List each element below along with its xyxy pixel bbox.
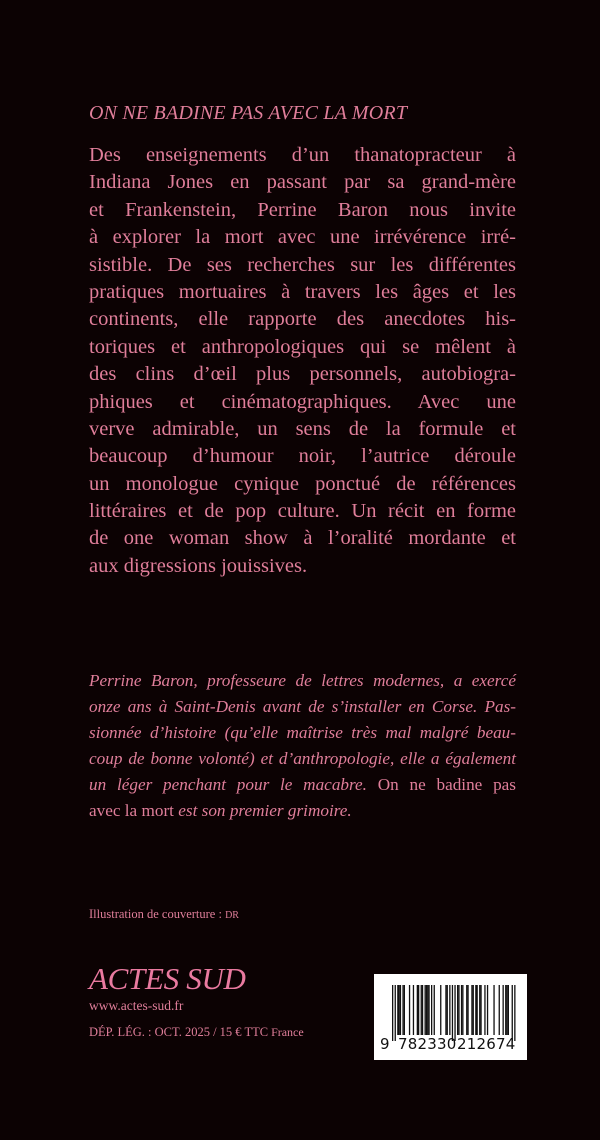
author-bio: [89, 668, 516, 824]
barcode-right-group: 212674: [457, 1035, 516, 1053]
bio-italic-segment: un léger penchant pour le macabre.: [89, 775, 367, 794]
publisher-website: www.actes-sud.fr: [89, 998, 184, 1013]
blurb-line: à explorer la mort avec une irrévérence irré-: [89, 226, 516, 249]
bio-line: [89, 798, 516, 824]
blurb-line: aux digressions jouissives.: [89, 554, 308, 577]
credit-value: DR: [225, 910, 239, 921]
bio-line: [89, 772, 516, 798]
barcode-first-digit: 9: [380, 1035, 390, 1053]
blurb-line: verve admirable, un sens de la formule et: [89, 417, 516, 440]
blurb-line: de one woman show à l’oralité mordante et: [89, 527, 516, 550]
bio-italic-segment: est son premier grimoire.: [173, 801, 352, 820]
bio-line: onze ans à Saint-Denis avant de s’installer en Corse. Pas-: [89, 697, 516, 716]
barcode-bars-icon: [374, 974, 527, 1060]
isbn-barcode: [374, 974, 527, 1060]
blurb-line: beaucoup d’humour noir, l’autrice déroule: [89, 445, 516, 468]
blurb-line: et Frankenstein, Perrine Baron nous invite: [89, 198, 516, 221]
publisher-logo: ACTES SUD: [89, 961, 246, 996]
blurb-line: un monologue cynique ponctué de références: [89, 472, 516, 495]
bio-line: coup de bonne volonté) et d’anthropologie, elle a également: [89, 749, 516, 768]
bio-line: sionnée d’histoire (qu’elle maîtrise très mal malgré beau-: [89, 723, 516, 742]
bio-roman-segment: On ne badine pas: [366, 775, 516, 794]
blurb-line: toriques et anthropologiques qui se mêlent à: [89, 335, 516, 358]
blurb-line: littéraires et de pop culture. Un récit en forme: [89, 500, 516, 523]
blurb-line: Des enseignements d’un thanatopracteur à: [89, 144, 516, 166]
bio-roman-segment: avec la mort: [89, 801, 174, 820]
legal-deposit-text: DÉP. LÉG. : OCT. 2025 / 15 € TTC: [89, 1025, 269, 1039]
book-title: ON NE BADINE PAS AVEC LA MORT: [89, 102, 408, 124]
blurb-line: Indiana Jones en passant par sa grand-mère: [89, 171, 516, 194]
price-region: France: [268, 1025, 304, 1039]
blurb-line: des clins d’œil plus personnels, autobiogra-: [89, 363, 516, 386]
publisher-block: [89, 962, 304, 1041]
blurb-paragraph: [89, 142, 516, 580]
legal-deposit-price: [89, 1023, 304, 1041]
cover-illustration-credit: [89, 906, 239, 924]
barcode-left-group: 782330: [398, 1035, 457, 1053]
blurb-line: pratiques mortuaires à travers les âges et les: [89, 280, 516, 303]
blurb-line: continents, elle rapporte des anecdotes his-: [89, 308, 516, 331]
bio-line: Perrine Baron, professeure de lettres modernes, a exercé: [89, 671, 516, 690]
credit-label: Illustration de couverture :: [89, 907, 222, 921]
blurb-line: sistible. De ses recherches sur les différentes: [89, 253, 516, 276]
blurb-line: phiques et cinématographiques. Avec une: [89, 390, 516, 413]
